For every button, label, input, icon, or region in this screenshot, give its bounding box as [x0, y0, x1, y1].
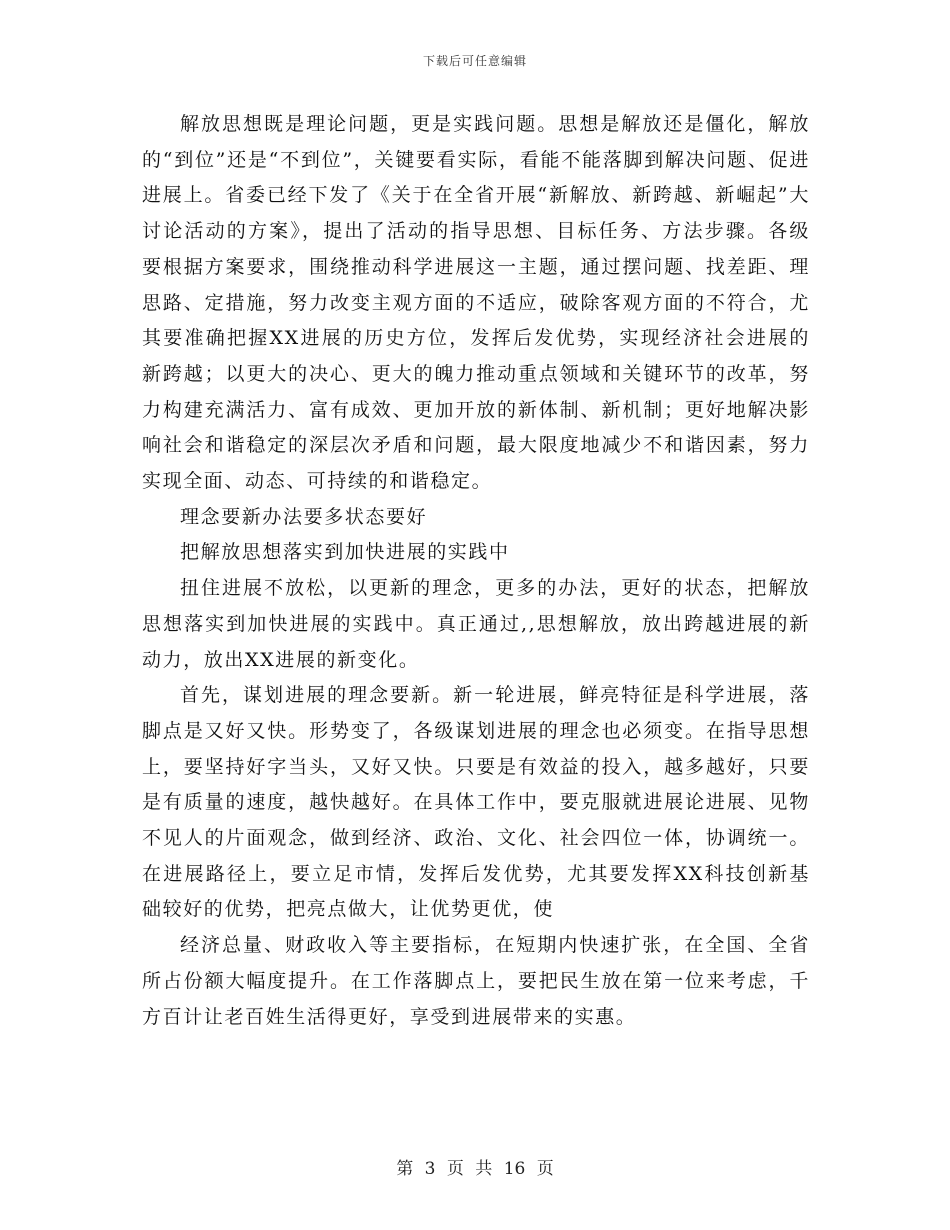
section-heading-2: 把解放思想落实到加快进展的实践中	[180, 541, 510, 564]
page-number: 第 3 页 共 16 页	[396, 1159, 554, 1179]
document-body	[142, 107, 810, 1035]
paragraph-2: 扭住进展不放松，以更新的理念，更多的办法，更好的状态，把解放思想落实到加快进展的实践中。真正通过,,思想解放，放出跨越进展的新动力，放出XX进展的新变化。	[142, 577, 810, 671]
section-heading-1: 理念要新办法要多状态要好	[180, 505, 428, 528]
paragraph-3: 首先，谋划进展的理念要新。新一轮进展，鲜亮特征是科学进展，落脚点是又好又快。形势变了，各级谋划进展的理念也必须变。在指导思想上，要坚持好字当头，又好又快。只要是有效益的投入，越多越好，只要是有质量的速度，越快越好。在具体工作中，要克服就进展论进展、见物不见人的片面观念，做到经济、政治、文化、社会四位一体，协调统一。在进展路径上，要立足市情，发挥后发优势，尤其要发挥XX科技创新基础较好的优势，把亮点做大，让优势更优，使	[142, 684, 810, 921]
paragraph-1: 解放思想既是理论问题，更是实践问题。思想是解放还是僵化，解放的“到位”还是“不到位”，关键要看实际，看能不能落脚到解决问题、促进进展上。省委已经下发了《关于在全省开展“新解放、新跨越、新崛起”大讨论活动的方案》，提出了活动的指导思想、目标任务、方法步骤。各级要根据方案要求，围绕推动科学进展这一主题，通过摆问题、找差距、理思路、定措施，努力改变主观方面的不适应，破除客观方面的不符合，尤其要准确把握XX进展的历史方位，发挥后发优势，实现经济社会进展的新跨越；以更大的决心、更大的魄力推动重点领域和关键环节的改革，努力构建充满活力、富有成效、更加开放的新体制、新机制；更好地解决影响社会和谐稳定的深层次矛盾和问题，最大限度地减少不和谐因素，努力实现全面、动态、可持续的和谐稳定。	[142, 113, 810, 493]
paragraph-4: 经济总量、财政收入等主要指标，在短期内快速扩张，在全国、全省所占份额大幅度提升。在工作落脚点上，要把民生放在第一位来考虑，千方百计让老百姓生活得更好，享受到进展带来的实惠。	[142, 934, 810, 1028]
page-header-note: 下载后可任意编辑	[422, 54, 527, 68]
